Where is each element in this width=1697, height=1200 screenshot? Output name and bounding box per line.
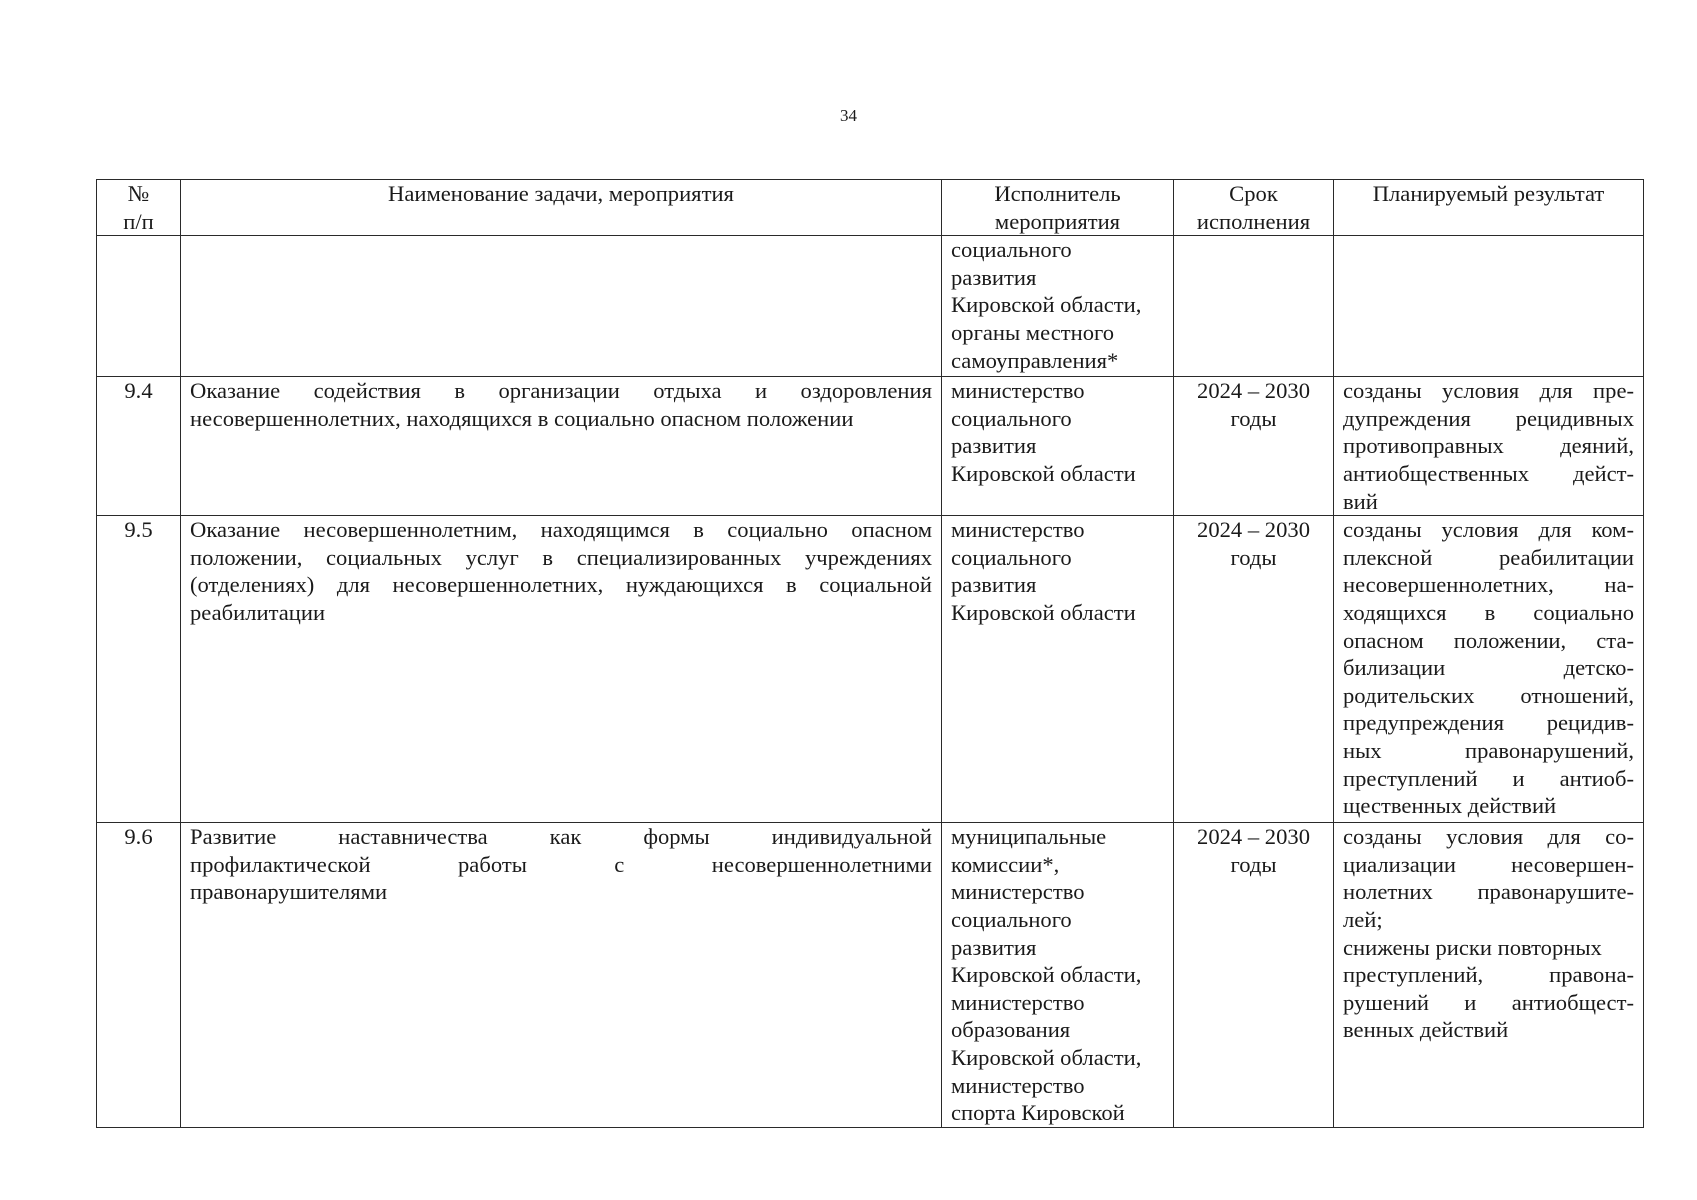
executor-line: спорта Кировской [951,1100,1125,1126]
name-line: Оказание содействия в организации отдыха и оздоровления [190,378,932,404]
cell-result [1334,236,1644,377]
table-row [97,516,1644,823]
term-line: 2024 – 2030 [1197,517,1310,543]
executor-line: министерство [951,1072,1085,1098]
cell-num: 9.5 [97,516,181,823]
executor-line: самоуправления* [951,347,1119,373]
name-line: Развитие наставничества как формы индивидуальной [190,824,932,850]
cell-name [181,516,942,823]
executor-line: развития [951,433,1037,459]
result-line: созданы условия для пре- [1343,378,1634,404]
result-line: преступлений и антиоб- [1343,765,1634,791]
result-line: родительских отношений, [1343,682,1634,708]
executor-line: министерство [951,517,1085,543]
executor-line: Кировской области, [951,292,1142,318]
table-row-continuation [97,236,1644,377]
executor-line: муниципальные [951,824,1107,850]
cell-name [181,236,942,377]
term-line: годы [1230,544,1277,570]
header-result: Планируемый результат [1334,180,1644,236]
result-line: щественных действий [1343,793,1557,819]
cell-num [97,236,181,377]
executor-line: развития [951,264,1037,290]
result-line: снижены риски повторных [1343,934,1602,960]
result-line: плексной реабилитации [1343,544,1634,570]
executor-line: Кировской области, [951,1044,1142,1070]
result-line: ходящихся в социально [1343,599,1634,625]
executor-line: Кировской области [951,460,1136,486]
name-line: Оказание несовершеннолетним, находящимся в социально опасном [190,517,932,543]
executor-line: комиссии*, [951,851,1060,877]
cell-executor [942,823,1174,1128]
cell-term [1174,236,1334,377]
result-line: несовершеннолетних, на- [1343,572,1634,598]
executor-line: Кировской области [951,599,1136,625]
term-line: годы [1230,405,1277,431]
header-term: Срок исполнения [1174,180,1334,236]
executor-line: социального [951,237,1072,263]
name-line: правонарушителями [190,879,388,905]
result-line: нолетних правонарушите- [1343,879,1634,905]
cell-executor [942,516,1174,823]
result-line: вий [1343,488,1378,514]
result-line: билизации детско- [1343,655,1634,681]
header-num: № п/п [97,180,181,236]
result-line: ных правонарушений, [1343,737,1634,763]
cell-result [1334,377,1644,516]
table-row [97,823,1644,1128]
result-line: лей; [1343,906,1383,932]
executor-line: развития [951,572,1037,598]
result-line: рушений и антиобщест- [1343,989,1634,1015]
cell-num: 9.4 [97,377,181,516]
table-header-row [97,180,1644,236]
cell-result [1334,823,1644,1128]
term-line: 2024 – 2030 [1197,824,1310,850]
name-line: профилактической работы с несовершеннолетними [190,851,932,877]
header-executor: Исполнитель мероприятия [942,180,1174,236]
cell-name [181,377,942,516]
executor-line: социального [951,405,1072,431]
cell-executor [942,377,1174,516]
result-line: созданы условия для со- [1343,824,1634,850]
executor-line: развития [951,934,1037,960]
cell-executor [942,236,1174,377]
cell-name [181,823,942,1128]
result-line: предупреждения рецидив- [1343,710,1634,736]
executor-line: министерство [951,989,1085,1015]
cell-term [1174,377,1334,516]
executor-line: министерство [951,879,1085,905]
result-line: антиобщественных дейст- [1343,460,1634,486]
executor-line: органы местного [951,319,1114,345]
header-name: Наименование задачи, мероприятия [181,180,942,236]
name-line: реабилитации [190,599,326,625]
cell-result [1334,516,1644,823]
result-line: созданы условия для ком- [1343,517,1634,543]
result-line: опасном положении, ста- [1343,627,1634,653]
result-line: дупреждения рецидивных [1343,405,1634,431]
page-number: 34 [840,106,857,125]
executor-line: Кировской области, [951,962,1142,988]
result-line: противоправных деяний, [1343,433,1634,459]
result-line: циализации несовершен- [1343,851,1634,877]
term-line: годы [1230,851,1277,877]
name-line: несовершеннолетних, находящихся в социально опасном положении [190,405,854,431]
table-row [97,377,1644,516]
executor-line: министерство [951,378,1085,404]
executor-line: социального [951,906,1072,932]
cell-term [1174,823,1334,1128]
result-line: преступлений, правона- [1343,962,1634,988]
measures-table [96,179,1644,1128]
name-line: (отделениях) для несовершеннолетних, нуждающихся в социальной [190,572,932,598]
cell-num: 9.6 [97,823,181,1128]
result-line: венных действий [1343,1017,1509,1043]
executor-line: образования [951,1017,1071,1043]
cell-term [1174,516,1334,823]
term-line: 2024 – 2030 [1197,378,1310,404]
name-line: положении, социальных услуг в специализированных учреждениях [190,544,932,570]
executor-line: социального [951,544,1072,570]
